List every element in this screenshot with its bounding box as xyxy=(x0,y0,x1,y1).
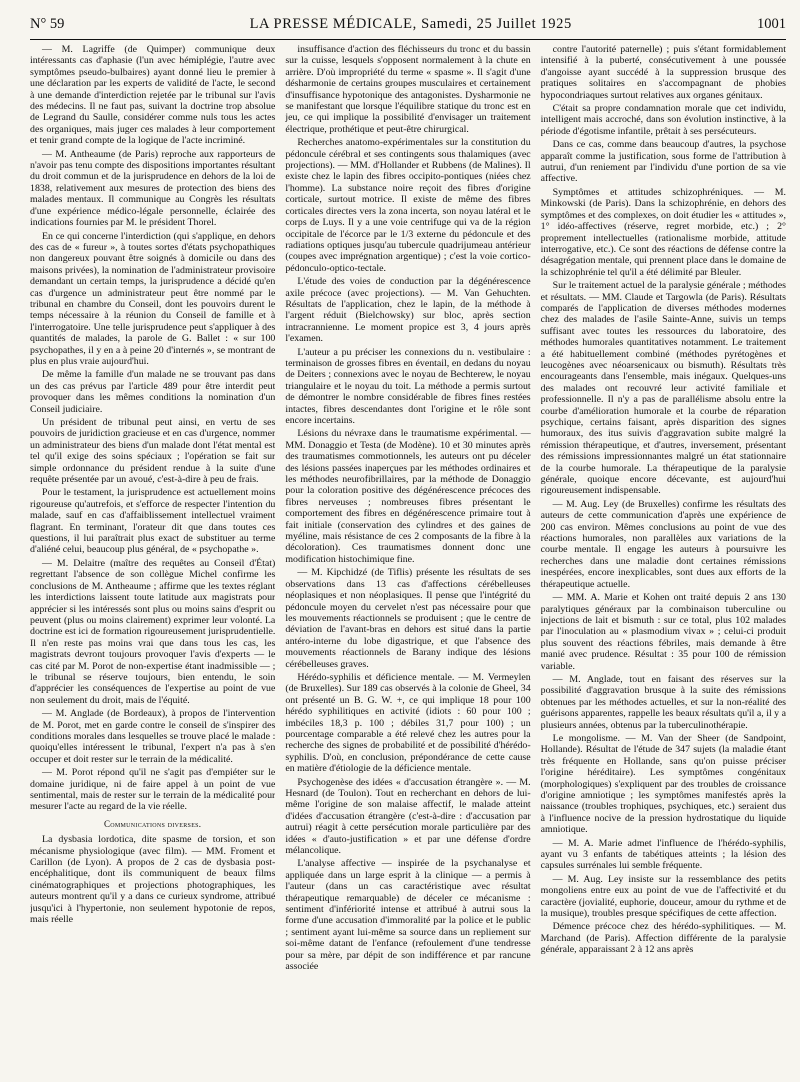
paragraph: — M. Anglade (de Bordeaux), à propos de l'intervention de M. Porot, met en garde contre le conseil de s'inspirer des conditions morales dans lesquelles se trouve placé le malade : quoiqu'elles intéressent le tribunal, l'expert n'a pas à s'en occuper et doit rester sur le terrain de la médicalité. xyxy=(30,708,276,765)
paragraph: C'était sa propre condamnation morale que cet individu, intelligent mais accroché, dans son évolution instinctive, à la période d'égotisme infantile, prêtait à ses persécuteurs. xyxy=(540,103,786,137)
paragraph: — M. Aug. Ley insiste sur la ressemblance des petits mongoliens entre eux au point de vue de l'affectivité et du caractère (jovialité, euphorie, douceur, amour du rythme et de la musique), troubles presque spécifiques de cette affection. xyxy=(540,873,786,920)
paragraph: L'analyse affective — inspirée de la psychanalyse et appliquée dans un large esprit à la clinique — a permis à l'auteur (dans un cas caractéristique avec résultat thérapeutique remarquable) de déceler ce mécanisme : sentiment d'infériorité intense et attribué à autrui sous la forme d'une accusation d'immoralité par la police et le public ; sentiment ayant lui-même sa source dans un repliement sur soi-même datant de l'enfance (refoulement d'une tendresse pour sa mère, par dépit de son indifférence et par rancune associée xyxy=(285,858,531,973)
paragraph: — M. Aug. Ley (de Bruxelles) confirme les résultats des auteurs de cette communication d'après une expérience de 200 cas environ. Mêmes conclusions au point de vue des réactions humorales, non parallèles aux variations de la courbe mentale. Il engage les auteurs à poursuivre les recherches dans une maladie dont certaines rémissions inespérées, encore inexplicables, sont dues aux efforts de la thérapeutique actuelle. xyxy=(540,498,786,590)
column-2 xyxy=(285,44,530,1074)
paragraph: — M. Delaitre (maître des requêtes au Conseil d'État) regrettant l'absence de son collègue Michel confirme les conclusions de M. Antheaume ; affirme que les textes réglant les interdictions laissent toute latitude aux magistrats pour apprécier si les intéressés sont plus ou moins sains d'esprit ou peuvent (plus ou moins clairement) exprimer leur volonté. La doctrine est ici de formation rigoureusement jurisprudentielle. Il n'en reste pas moins vrai que dans tous les cas, les magistrats devront toujours provoquer l'avis d'experts — le cas cité par M. Porot de non-expertise étant inadmissible — ; le tribunal se réserve toujours, bien entendu, le soin d'apprécier les conséquences de l'expertise au point de vue non seulement du droit, mais de l'équité. xyxy=(30,557,276,706)
paragraph: insuffisance d'action des fléchisseurs du tronc et du bassin sur la cuisse, lesquels s'opposent normalement à la chute en arrière. D'où impropriété du terme « spasme ». Il s'agit d'une désharmonie de certains groupes musculaires et certainement d'insuffisance hypotonique des antagonistes. Dysharmonie ne se manifestant que lorsque l'équilibre statique du tronc est en jeu, ce qui implique la possibilité d'envisager un traitement électrique, prothétique et peut-être chirurgical. xyxy=(285,44,531,135)
publication-title: LA PRESSE MÉDICALE, Samedi, 25 Juillet 1925 xyxy=(249,16,572,32)
page-header xyxy=(30,0,786,36)
paragraph: La dysbasia lordotica, dite spasme de torsion, et son mécanisme physiologique (avec film). — MM. Froment et Carillon (de Lyon). A propos de 2 cas de dysbasia post-encéphalitique, dont ils communiquent de beaux films cinématographiques et projections photographiques, les auteurs montrent qu'il y a dans ce curieux syndrome, attribué jusqu'ici à l'hypertonie, non seulement hypotonie de repos, mais réelle xyxy=(30,834,276,926)
issue-number: N° 59 xyxy=(30,16,65,32)
paragraph: — M. Kipchidzé (de Tiflis) présente les résultats de ses observations dans 13 cas d'affections cérébelleuses néoplasiques et non néoplasiques. Il pense que l'intégrité du pédoncule moyen du cervelet n'est pas nécessaire pour que les mouvements réactionnels se produisent ; que le centre de déviation de l'avant-bras en dehors est situé dans la partie antéro-interne du lobe digastrique, et que l'absence des mouvements réactionnels de Barany indique des lésions cérébelleuses graves. xyxy=(285,567,531,670)
paragraph: — M. Antheaume (de Paris) reproche aux rapporteurs de n'avoir pas tenu compte des dispositions importantes résultant du droit commun et de la jurisprudence en dehors de la loi de 1838, relativement aux mesures de protection des biens des malades mentaux. Il communique au Congrès les résultats d'une expérience médico-légale personnelle, éclairée des indications fournies par M. le président Thorel. xyxy=(30,148,276,229)
paragraph: — M. Porot répond qu'il ne s'agit pas d'empiéter sur le domaine juridique, ni de faire appel à un point de vue sentimental, mais de rester sur le terrain de la médicalité pour mesurer l'acte au regard de la vie réelle. xyxy=(30,767,276,813)
paragraph: Hérédo-syphilis et déficience mentale. — M. Vermeylen (de Bruxelles). Sur 189 cas observés à la colonie de Gheel, 34 ont présenté un B. G. W. +, ce qui implique 18 pour 100 hérédo syphilitiques en activité (idiots : 60 pour 100 ; imbéciles 18,3 p. 100 ; débiles 31,7 pour 100) ; un pourcentage comparable a été relevé chez les autres pour la recherche des signes de probabilité et de possibilité d'hérédo-syphilis. D'où, en conclusion, prépondérance de cette cause en matière d'étiologie de la déficience mentale. xyxy=(285,671,531,775)
column-1 xyxy=(30,44,275,1074)
section-heading: Communications diverses. xyxy=(103,818,202,829)
paragraph: Un président de tribunal peut ainsi, en vertu de ses pouvoirs de juridiction gracieuse et en cas d'urgence, nommer un administrateur des biens d'un malade dont l'état mental est tel qu'il exige des soins spéciaux ; l'opération se fait sur simple ordonnance du président rendue à la suite d'une requête présentée par un avoué, c'est-à-dire à peu de frais. xyxy=(30,417,276,486)
paragraph: — M. A. Marie admet l'influence de l'hérédo-syphilis, ayant vu 3 enfants de tabétiques atteints ; la lésion des capsules surrénales lui semble fréquente. xyxy=(540,837,786,872)
paragraph: L'auteur a pu préciser les connexions du n. vestibulaire : terminaison de grosses fibres en éventail, en dedans du noyau de Deiters ; connexions avec le noyau de Bechterew, le noyau triangulaire et le noyau du toit. La méthode a permis surtout de démontrer le nombre considérable de fibres fines restées intactes, fibres descendantes dont l'origine et le rôle sont encore incertains. xyxy=(285,346,531,426)
paragraph: — M. Lagriffe (de Quimper) communique deux intéressants cas d'aphasie (l'un avec hémiplégie, l'autre avec symptômes pseudo-bulbaires) ayant donné lieu le premier à une déclaration par les experts de validité de l'acte, le second à une demande d'interdiction rejetée par le tribunal sur l'avis des médecins. Il ne faut pas, suivant la doctrine trop absolue de Legrand du Saulle, considérer comme nuls tous les actes des organiques, mais juger ces malades à leur comportement et tenir grand compte de la logique de l'acte incriminé. xyxy=(30,44,276,147)
paragraph: En ce qui concerne l'interdiction (qui s'applique, en dehors des cas de « fureur », à toutes sortes d'états psychopathiques non dangereux pouvant être soignés à domicile ou dans des maisons privées), la nomination de l'administrateur provisoire demandant un certain temps, la jurisprudence a décidé qu'en cas d'urgence un administrateur peut être nommé par le tribunal en chambre du Conseil, dont les pouvoirs durent le temps nécessaire à la réunion du Conseil de famille et à l'interrogatoire. Une telle jurisprudence peut s'appliquer à des quantités de malades, la parole de G. Ballet : « sur 100 psychopathes, il y en a à peine 20 d'internés », se montrant de plus en plus vraie aujourd'hui. xyxy=(30,230,276,367)
paragraph: Recherches anatomo-expérimentales sur la constitution du pédoncule cérébral et ses contingents sous thalamiques (avec projections). — MM. d'Hollander et Rubbens (de Malines). Il existe chez le lapin des fibres occipito-pontiques (niées chez l'homme). La substance noire reçoit des fibres d'origine corticale, surtout motrice. Il existe de même des fibres corticales directes vers la zona incerta, son noyau latéral et le corps de Luys. Il y a une voie centrifuge qui va de la région occipitale de l'écorce par le 1/3 externe du pédoncule et des radiations optiques jusqu'au tubercule quadrijumeau antérieur (coupes avec imprégnation argentique) ; c'est la voie cortico-pédonculo-optico-tectale. xyxy=(285,137,531,274)
paragraph: Dans ce cas, comme dans beaucoup d'autres, la psychose apparaît comme la justification, sous forme de l'attribution à autrui, d'un reniement par l'individu d'une portion de sa vie affective. xyxy=(540,139,786,185)
paragraph: Sur le traitement actuel de la paralysie générale ; méthodes et résultats. — MM. Claude et Targowla (de Paris). Résultats comparés de l'application de diverses méthodes modernes chez des malades de l'asile Sainte-Anne, suivis un temps suffisant avec toutes les ressources du laboratoire, des méthodes humorales quantitatives notamment. Le traitement a été habituellement combiné (méthodes pyrétogènes et leucogènes avec néoarsenicaux ou bismuth). Résultats très encourageants dans l'ensemble, mais inégaux. Quelques-uns des malades ont recouvré leur activité familiale et professionnelle. Il n'y a pas de parallélisme absolu entre la courbe d'amélioration humorale et la courbe de réparation psychique, certains faisant, après disparition des signes humoraux, des itus suivis d'aggravation subite malgré la rémission thérapeutique, et d'autres, inversement, présentant des rémissions impressionnantes malgré un état stationnaire de la courbe humorale. La thérapeutique de la paralysie générale, quoique encore décevante, est aujourd'hui rigoureusement indispensable. xyxy=(540,280,786,497)
page-number: 1001 xyxy=(757,16,786,32)
paragraph: — MM. A. Marie et Kohen ont traité depuis 2 ans 130 paralytiques généraux par la combinaison tuberculine ou injections de lait et bismuth : sur ce total, plus 102 malades par l'inoculation au « plasmodium vivax » ; celui-ci produit plus souvent des réactions fébriles, mais demande à être manié avec prudence. Résultat : 35 pour 100 de rémission variable. xyxy=(540,592,786,672)
paragraph: Démence précoce chez des hérédo-syphilitiques. — M. Marchand (de Paris). Affection différente de la paralysie générale, apparaissant 2 à 12 ans après xyxy=(540,921,786,956)
paragraph: Le mongolisme. — M. Van der Sheer (de Sandpoint, Hollande). Résultat de l'étude de 347 sujets (la maladie étant très fréquente en Hollande, sans qu'on puisse préciser l'origine héréditaire). Les symptômes congénitaux (morphologiques) s'expliquent par des troubles de croissance d'origine amniotique ; les symptômes manifestés après la naissance (troubles trophiques, psychiques, etc.) seraient dus à l'influence nocive de la pression hydrostatique du liquide amniotique. xyxy=(540,732,786,836)
paragraph: Symptômes et attitudes schizophréniques. — M. Minkowski (de Paris). Dans la schizophrénie, en dehors des symptômes et des complexes, on doit étudier les « attitudes », 1° idéo-affectives (réserve, regret morbide, etc.) ; 2° proprement intellectuelles (rationalisme morbide, attitude interrogative, etc.). Ce sont des réactions de défense contre la désagrégation mentale, qui prennent place dans le domaine de la schizophrénie tel qu'il a été délimité par Bleuler. xyxy=(540,186,786,278)
paragraph: — M. Anglade, tout en faisant des réserves sur la possibilité d'aggravation brusque à la suite des rémissions obtenues par les méthodes actuelles, et sur la non-réalité des guérisons apparentes, rappelle les beaux résultats qu'il a, il y a plusieurs années, obtenus par la tuberculinothérapie. xyxy=(540,673,786,731)
paragraph: L'étude des voies de conduction par la dégénérescence axile précoce (avec projections). — M. Van Gehuchten. Résultats de l'application, chez le lapin, de la méthode à l'argent réduit (Bielchowsky) sur bloc, après section intracrannienne. Le moment propice est 3, 4 jours après l'examen. xyxy=(285,276,531,345)
column-3 xyxy=(541,44,786,1074)
article-columns xyxy=(30,44,786,1074)
paragraph: contre l'autorité paternelle) ; puis s'étant formidablement intensifié à la puberté, consécutivement à une poussée d'angoisse ayant succédé à la suppression brusque des pratiques solitaires en s'accompagnant de phobies hypocondriaques surtout relatives aux organes génitaux. xyxy=(540,44,786,101)
paragraph: Lésions du névraxe dans le traumatisme expérimental. — MM. Donaggio et Testa (de Modène). 10 et 30 minutes après des traumatismes commotionnels, les auteurs ont pu déceler des lésions passées inaperçues par les méthodes ordinaires et les méthodes neurofibrillaires, par la méthode de Donaggio pour la coloration positive des dégénérescence précoces des fibres nerveuses ; nombreuses fibres présentant le comportement des fibres en dégénérescence primaire tout à fait initiale (conservation des cylindres et des gaines de myéline, mais résistance de ces 2 composants de la fibre à la décoloration). Ces traumatismes donnent donc une modification histochimique fine. xyxy=(285,428,531,565)
paragraph: Psychogenèse des idées « d'accusation étrangère ». — M. Hesnard (de Toulon). Tout en recherchant en dehors de lui-même l'origine de son malaise affectif, le malade atteint d'idées d'accusation étrangère (c'est-à-dire : d'accusation par autrui) réagit à cette persécution morale particulière par des idées « d'auto-justification » et par une défense d'ordre mélancolique. xyxy=(285,776,531,857)
header-rule xyxy=(30,39,786,40)
paragraph: De même la famille d'un malade ne se trouvant pas dans un des cas prévus par l'article 489 pour être interdit peut provoquer dans les mêmes conditions la nomination d'un Conseil judiciaire. xyxy=(30,369,276,415)
paragraph: Pour le testament, la jurisprudence est actuellement moins rigoureuse qu'autrefois, et s'efforce de respecter l'intention du malade, sauf en cas d'affaiblissement intellectuel vraiment flagrant. En terminant, l'orateur dit que dans toutes ces questions, il lui paraîtrait plus exact de substituer au terme d'aliéné celui, beaucoup plus général, de « psychopathe ». xyxy=(30,487,276,556)
